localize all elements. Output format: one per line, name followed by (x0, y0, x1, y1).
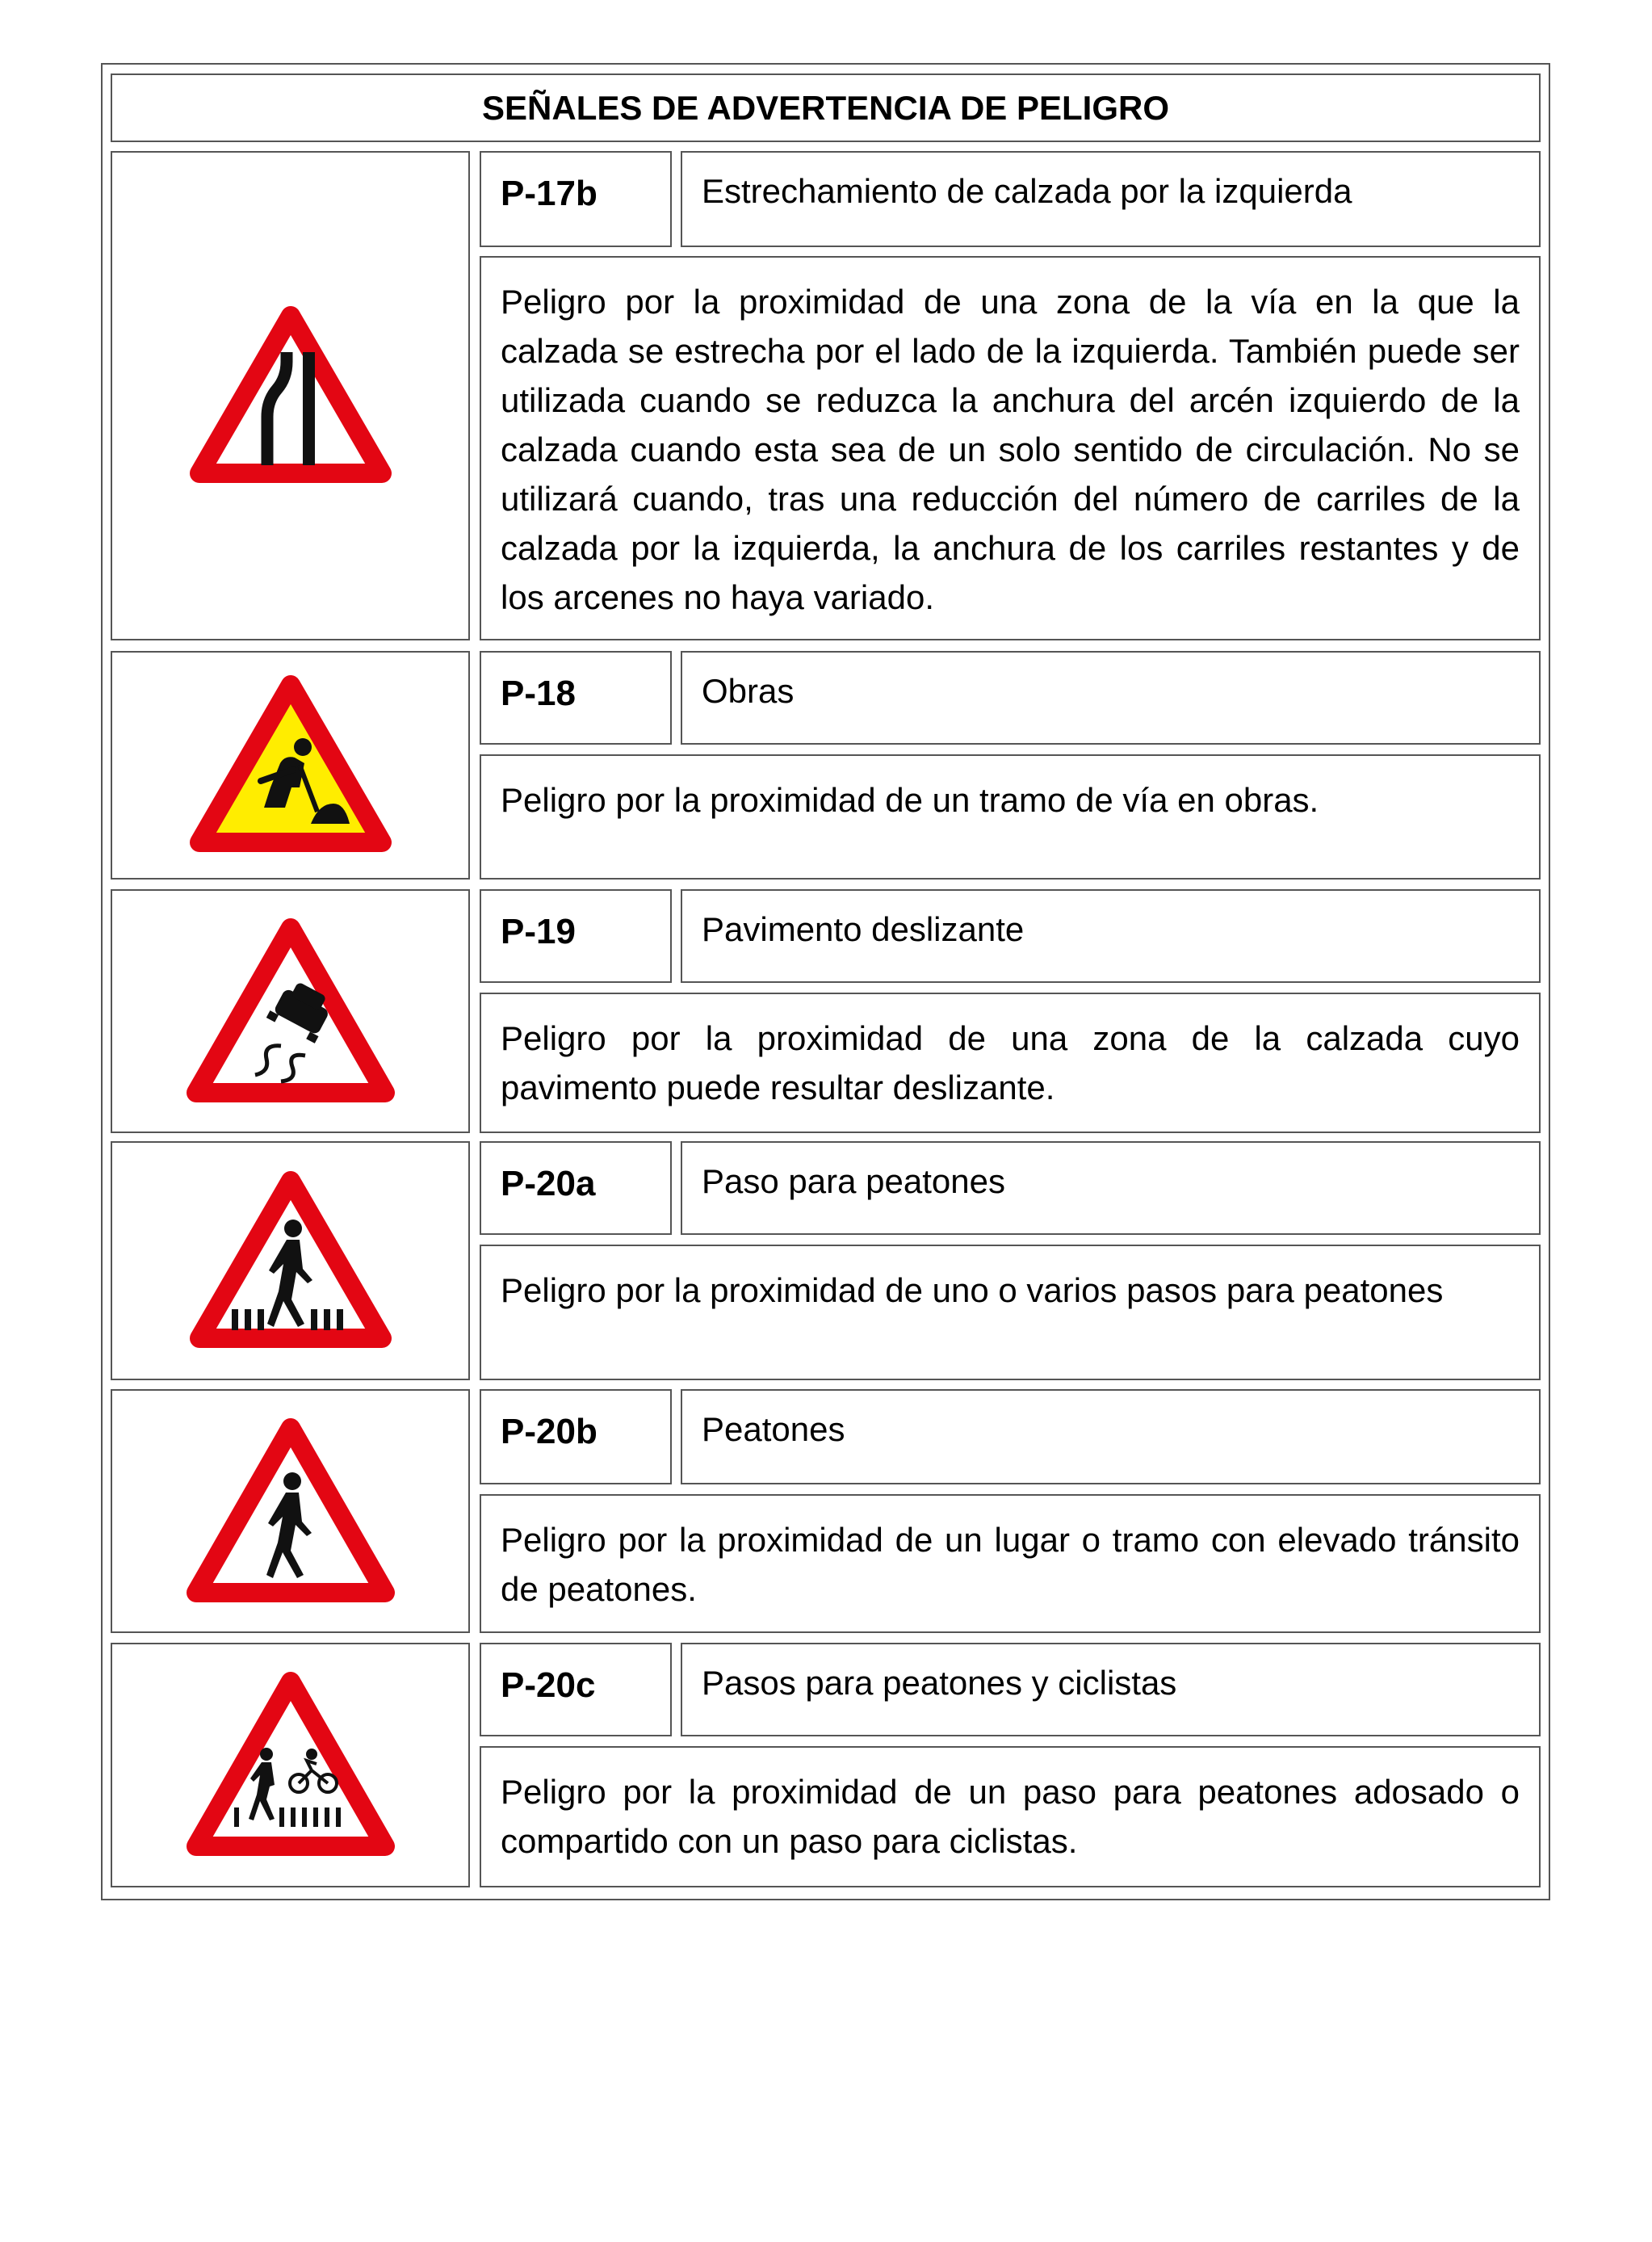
pedestrians-icon (186, 1417, 396, 1606)
roadworks-icon (190, 674, 392, 856)
sign-code: P-20b (480, 1389, 672, 1484)
sign-code: P-18 (480, 651, 672, 745)
sign-name: Pavimento deslizante (681, 889, 1541, 983)
pedestrian-cyclist-crossing-icon (186, 1670, 396, 1860)
sign-code: P-19 (480, 889, 672, 983)
sign-code: P-17b (480, 151, 672, 247)
pedestrian-crossing-icon (190, 1170, 392, 1352)
sign-description: Peligro por la proximidad de un tramo de vía en obras. (480, 754, 1541, 880)
sign-cell (111, 1141, 470, 1380)
sign-cell (111, 151, 470, 640)
sign-description: Peligro por la proximidad de una zona de la calzada cuyo pavimento puede resultar deslizante. (480, 993, 1541, 1133)
sign-code: P-20c (480, 1643, 672, 1736)
sign-name: Peatones (681, 1389, 1541, 1484)
sign-description: Peligro por la proximidad de uno o varios pasos para peatones (480, 1245, 1541, 1380)
sign-description: Peligro por la proximidad de un paso para peatones adosado o compartido con un paso para ciclistas. (480, 1746, 1541, 1887)
sign-name: Obras (681, 651, 1541, 745)
table-title: SEÑALES DE ADVERTENCIA DE PELIGRO (111, 73, 1541, 142)
sign-name: Pasos para peatones y ciclistas (681, 1643, 1541, 1736)
sign-cell (111, 889, 470, 1133)
sign-name: Paso para peatones (681, 1141, 1541, 1235)
sign-cell (111, 1389, 470, 1633)
sign-name: Estrechamiento de calzada por la izquierda (681, 151, 1541, 247)
sign-cell (111, 1643, 470, 1887)
sign-description: Peligro por la proximidad de una zona de la vía en la que la calzada se estrecha por el lado de la izquierda. También puede ser utilizada cuando se reduzca la anchura del arcén izquierdo de la calzada cuando esta sea de un solo sentido de circulación. No se utilizará cuando, tras una reducción del número de carriles de la calzada por la izquierda, la anchura de los carriles restantes y de los arcenes no haya variado. (480, 256, 1541, 640)
slippery-road-icon (186, 917, 396, 1106)
sign-code: P-20a (480, 1141, 672, 1235)
sign-description: Peligro por la proximidad de un lugar o tramo con elevado tránsito de peatones. (480, 1494, 1541, 1633)
road-narrows-left-icon (190, 305, 392, 487)
sign-cell (111, 651, 470, 880)
